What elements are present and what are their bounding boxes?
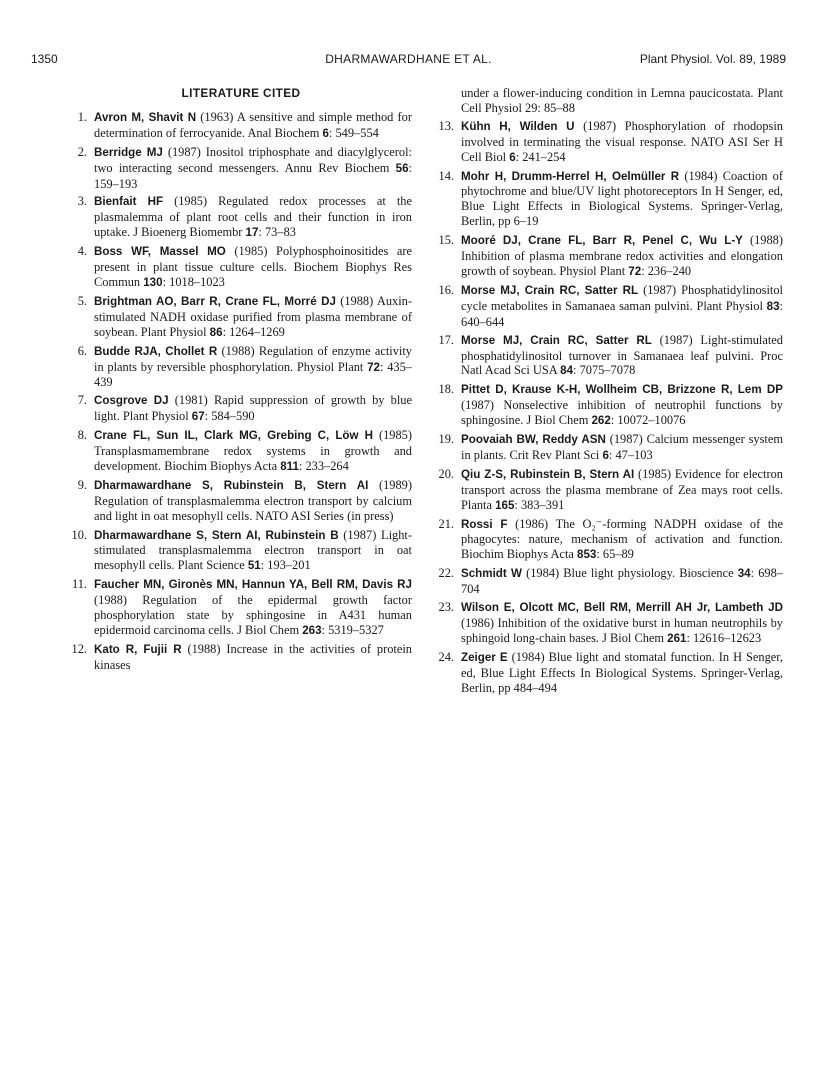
reference-pages: : 47–103	[608, 447, 653, 462]
reference-number: 15.	[438, 233, 454, 248]
reference-volume: 6	[602, 448, 609, 462]
reference-authors: Kühn H, Wilden U	[461, 119, 575, 133]
reference-item	[437, 432, 783, 464]
reference-number: 23.	[438, 600, 454, 615]
reference-authors: Boss WF, Massel MO	[94, 245, 226, 259]
reference-text: (1984) Coaction of phytochrome and blue/UV light photoreceptors In H Senger, ed, Blue Light Effects in Biological Systems. Springer-Verlag, Berlin, pp 6–19	[461, 168, 783, 229]
reference-text: (1985) Evidence for electron transport across the plasma membrane of Zea mays root cells. Planta	[461, 466, 783, 512]
reference-text: (1984) Blue light and stomatal function. In H Senger, ed, Blue Light Effects In Biological Systems. Springer-Verlag, Berlin, pp 484–494	[461, 649, 783, 695]
reference-authors: Avron M, Shavit N	[94, 110, 197, 124]
reference-volume: 86	[209, 325, 223, 339]
reference-text: (1986) The O₂⁻-forming NADPH oxidase of the phagocytes: nature, mechanism of activation and function. Biochim Biophys Acta	[461, 516, 783, 562]
reference-volume: 811	[280, 459, 299, 473]
reference-pages: : 698–704	[461, 566, 783, 597]
reference-number: 13.	[438, 118, 454, 133]
reference-text: (1987) Nonselective inhibition of neutrophil functions by sphingosine. J Biol Chem	[461, 398, 783, 428]
reference-pages: : 10072–10076	[610, 413, 686, 428]
reference-pages: : 1264–1269	[222, 324, 285, 339]
reference-item	[437, 119, 783, 166]
reference-pages: : 65–89	[596, 547, 634, 562]
reference-text: (1984) Blue light physiology. Bioscience	[526, 566, 738, 581]
reference-text: (1988) Regulation of enzyme activity in plants by reversible phosphorylation. Physiol Plant	[94, 343, 412, 374]
reference-volume: 84	[560, 364, 574, 378]
reference-text: (1987) Light-stimulated transplasmalemma electron transport in oat mesophyll cells. Plant Science	[94, 527, 412, 573]
reference-text: (1988) Inhibition of plasma membrane redox activities and elongation growth of soybean. Physiol Plant	[461, 233, 783, 278]
reference-item	[70, 393, 412, 425]
reference-pages: : 383–391	[514, 497, 565, 512]
reference-item	[437, 283, 783, 330]
reference-item	[70, 244, 412, 291]
reference-authors: Berridge MJ	[94, 145, 163, 159]
reference-continuation: under a flower-inducing condition in Lemna paucicostata. Plant Cell Physiol 29: 85–88	[461, 86, 783, 115]
reference-number: 20.	[438, 466, 454, 481]
reference-authors: Schmidt W	[461, 567, 522, 581]
reference-item	[437, 333, 783, 380]
reference-authors: Bienfait HF	[94, 195, 164, 209]
reference-item	[437, 233, 783, 280]
reference-item	[70, 642, 412, 674]
reference-item	[437, 650, 783, 697]
reference-item	[70, 145, 412, 192]
reference-authors: Dharmawardhane S, Rubinstein B, Stern AI	[94, 478, 369, 492]
reference-text: (1986) Inhibition of the oxidative burst in human neutrophils by sphingoid long-chain bases. J Biol Chem	[461, 616, 783, 645]
reference-volume: 67	[191, 410, 205, 424]
reference-volume: 51	[247, 559, 261, 573]
reference-authors: Budde RJA, Chollet R	[94, 344, 218, 358]
reference-number: 19.	[438, 432, 454, 447]
reference-volume: 72	[628, 264, 642, 278]
reference-number: 14.	[438, 168, 454, 183]
reference-volume: 262	[591, 414, 611, 428]
reference-pages: : 640–644	[461, 298, 783, 329]
running-authors: DHARMAWARDHANE ET AL.	[325, 52, 492, 66]
reference-number: 16.	[438, 282, 454, 297]
reference-volume: 56	[395, 161, 409, 175]
reference-item	[70, 577, 412, 639]
reference-volume: 17	[245, 226, 259, 240]
reference-item	[70, 344, 412, 391]
reference-authors: Dharmawardhane S, Stern AI, Rubinstein B	[94, 528, 339, 542]
reference-number: 17.	[438, 332, 454, 347]
reference-number: 8.	[77, 428, 87, 443]
reference-text: (1987) Calcium messenger system in plants. Crit Rev Plant Sci	[461, 432, 783, 462]
reference-volume: 165	[495, 498, 515, 512]
reference-item	[70, 110, 412, 142]
reference-text: (1987) Inositol triphosphate and diacylglycerol: two interacting second messengers. Annu Rev Biochem	[94, 144, 412, 175]
reference-authors: Wilson E, Olcott MC, Bell RM, Merrill AH Jr, Lambeth JD	[461, 601, 783, 615]
reference-authors: Rossi F	[461, 517, 508, 531]
reference-number: 9.	[77, 477, 87, 492]
reference-number: 1.	[77, 109, 87, 124]
reference-text: (1987) Phosphorylation of rhodopsin involved in terminating the visual response. NATO ASI Ser H Cell Biol	[461, 118, 783, 164]
reference-number: 21.	[438, 516, 454, 531]
running-header	[31, 52, 786, 70]
reference-item	[70, 528, 412, 575]
reference-number: 22.	[438, 566, 454, 581]
reference-text: (1988) Auxin-stimulated NADH oxidase purified from plasma membrane of soybean. Plant Physiol	[94, 293, 412, 339]
reference-volume: 130	[143, 275, 163, 289]
left-column	[70, 86, 412, 677]
reference-number: 4.	[77, 244, 87, 259]
reference-number: 5.	[77, 293, 87, 308]
reference-item	[70, 294, 412, 341]
reference-number: 7.	[77, 393, 87, 408]
reference-item	[437, 382, 783, 429]
reference-authors: Mohr H, Drumm-Herrel H, Oelmüller R	[461, 169, 680, 183]
reference-pages: : 236–240	[641, 263, 692, 278]
reference-volume: 83	[766, 299, 780, 313]
reference-item	[70, 194, 412, 241]
page-number: 1350	[31, 52, 58, 66]
reference-pages: : 435–439	[94, 359, 412, 390]
reference-authors: Crane FL, Sun IL, Clark MG, Grebing C, Löw H	[94, 429, 373, 443]
reference-item	[437, 169, 783, 231]
reference-pages: : 584–590	[204, 409, 255, 424]
reference-pages: : 233–264	[298, 458, 349, 473]
reference-authors: Cosgrove DJ	[94, 394, 169, 408]
journal-citation: Plant Physiol. Vol. 89, 1989	[639, 52, 786, 66]
reference-list-left	[70, 110, 412, 674]
reference-authors: Mooré DJ, Crane FL, Barr R, Penel C, Wu L-Y	[461, 234, 743, 248]
reference-number: 18.	[438, 382, 454, 397]
reference-authors: Morse MJ, Crain RC, Satter RL	[461, 283, 639, 297]
reference-volume: 6	[509, 150, 516, 164]
reference-authors: Morse MJ, Crain RC, Satter RL	[461, 333, 652, 347]
reference-pages: : 73–83	[258, 225, 296, 240]
reference-pages: : 1018–1023	[162, 274, 225, 289]
reference-text: (1987) Phosphatidylinositol cycle metabolites in Samanaea saman pulvini. Plant Physiol	[461, 282, 783, 313]
reference-pages: : 12616–12623	[686, 630, 762, 645]
reference-item	[70, 428, 412, 475]
reference-volume: 261	[667, 631, 687, 645]
reference-text: (1988) Regulation of the epidermal growth factor phosphorylation state by sphingosine in A431 human epidermoid carcinoma cells. J Biol Chem	[94, 593, 412, 637]
reference-item	[437, 566, 783, 597]
section-title: LITERATURE CITED	[181, 86, 301, 100]
reference-number: 12.	[71, 641, 87, 656]
reference-volume: 263	[302, 624, 322, 637]
reference-pages: : 5319–5327	[321, 623, 384, 637]
reference-volume: 6	[322, 126, 329, 140]
reference-pages: : 549–554	[328, 125, 379, 140]
reference-text: (1987) Light-stimulated phosphatidylinositol turnover in Samanaea leaf pulvini. Proc Natl Acad Sci USA	[461, 332, 783, 378]
reference-number: 3.	[77, 194, 87, 209]
reference-item	[70, 478, 412, 525]
reference-item	[437, 517, 783, 564]
reference-authors: Faucher MN, Gironès MN, Hannun YA, Bell RM, Davis RJ	[94, 578, 412, 592]
reference-pages: : 193–201	[260, 558, 311, 573]
reference-authors: Pittet D, Krause K-H, Wollheim CB, Brizzone R, Lem DP	[461, 383, 783, 397]
reference-list-right	[437, 119, 783, 697]
reference-number: 11.	[71, 577, 87, 592]
reference-text: (1963) A sensitive and simple method for determination of ferrocyanide. Anal Biochem	[94, 109, 412, 140]
right-column	[437, 86, 783, 700]
reference-volume: 34	[737, 567, 751, 581]
reference-authors: Poovaiah BW, Reddy ASN	[461, 433, 606, 447]
reference-text: (1988) Increase in the activities of protein kinases	[94, 641, 412, 672]
reference-item	[437, 600, 783, 647]
reference-pages: : 241–254	[515, 149, 566, 164]
reference-authors: Zeiger E	[461, 650, 508, 664]
reference-authors: Qiu Z-S, Rubinstein B, Stern AI	[461, 467, 635, 481]
reference-authors: Brightman AO, Barr R, Crane FL, Morré DJ	[94, 294, 336, 308]
reference-volume: 853	[577, 548, 597, 562]
reference-pages: : 7075–7078	[573, 363, 636, 378]
reference-volume: 72	[367, 360, 380, 374]
reference-pages: : 159–193	[94, 160, 412, 191]
reference-text: (1985) Regulated redox processes at the plasmalemma of plant root cells and their function in iron uptake. J Bioenerg Biomembr	[94, 194, 412, 240]
reference-item	[437, 467, 783, 514]
reference-number: 2.	[77, 144, 87, 159]
reference-text: (1985) Transplasmamembrane redox systems in growth and development. Biochim Biophys Acta	[94, 428, 412, 473]
reference-number: 6.	[77, 343, 87, 358]
reference-authors: Kato R, Fujii R	[94, 642, 182, 656]
reference-text: (1981) Rapid suppression of growth by blue light. Plant Physiol	[94, 393, 412, 424]
reference-text: (1989) Regulation of transplasmalemma electron transport by calcium and light in oat mesophyll cells. NATO ASI Series (in press)	[94, 477, 412, 523]
reference-text: (1985) Polyphosphoinositides are present in plant tissue culture cells. Biochem Biophys Res Commun	[94, 244, 412, 289]
reference-number: 10.	[71, 527, 87, 542]
reference-number: 24.	[438, 649, 454, 664]
